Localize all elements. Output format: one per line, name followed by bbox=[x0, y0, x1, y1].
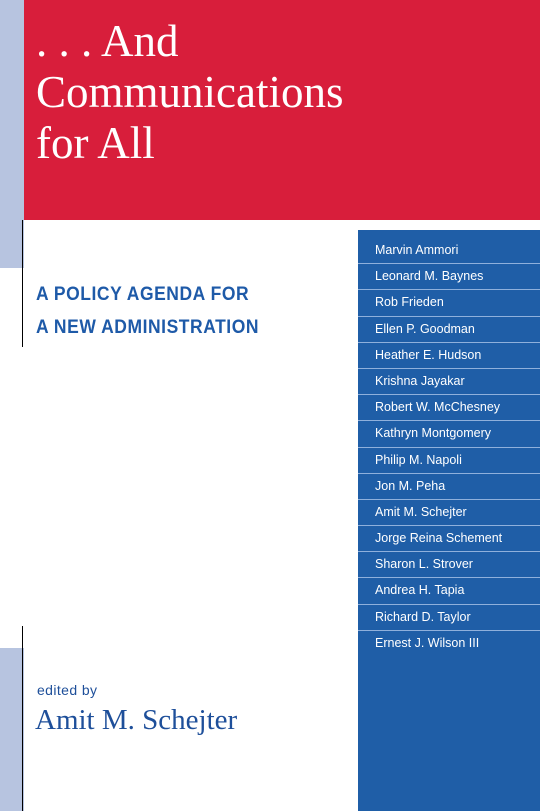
book-title bbox=[36, 16, 536, 169]
left-accent-strip-top bbox=[0, 0, 24, 268]
contributor-name: Amit M. Schejter bbox=[358, 500, 540, 526]
left-rule-top bbox=[22, 220, 23, 347]
subtitle-line: A POLICY AGENDA FOR bbox=[36, 284, 250, 305]
contributors-list bbox=[358, 238, 540, 657]
contributor-name: Ernest J. Wilson III bbox=[375, 635, 480, 650]
editor-name: Amit M. Schejter bbox=[35, 704, 238, 736]
contributor-name: Krishna Jayakar bbox=[358, 369, 540, 395]
contributor-name: Kathryn Montgomery bbox=[358, 421, 540, 447]
title-line: for All bbox=[36, 118, 155, 168]
contributors-panel bbox=[358, 230, 540, 811]
contributor-name: Jon M. Peha bbox=[358, 474, 540, 500]
contributor-name: Robert W. McChesney bbox=[358, 395, 540, 421]
title-band bbox=[24, 0, 540, 220]
edited-by-label: edited by bbox=[37, 682, 98, 698]
contributor-name: Ellen P. Goodman bbox=[358, 317, 540, 343]
title-line: . . . And bbox=[36, 16, 179, 66]
contributor-name: Jorge Reina Schement bbox=[358, 526, 540, 552]
contributor-name: Heather E. Hudson bbox=[358, 343, 540, 369]
title-line: Communications bbox=[36, 67, 344, 117]
subtitle-line: A NEW ADMINISTRATION bbox=[36, 317, 260, 338]
left-rule-bottom bbox=[22, 626, 23, 811]
book-subtitle bbox=[36, 278, 312, 344]
contributor-name: Marvin Ammori bbox=[358, 238, 540, 264]
contributor-name: Sharon L. Strover bbox=[358, 552, 540, 578]
contributor-name: Rob Frieden bbox=[358, 290, 540, 316]
contributor-name: Richard D. Taylor bbox=[358, 605, 540, 631]
contributor-name: Philip M. Napoli bbox=[358, 448, 540, 474]
contributor-name: Andrea H. Tapia bbox=[358, 578, 540, 604]
left-accent-strip-bottom bbox=[0, 648, 24, 811]
contributor-name: Leonard M. Baynes bbox=[358, 264, 540, 290]
